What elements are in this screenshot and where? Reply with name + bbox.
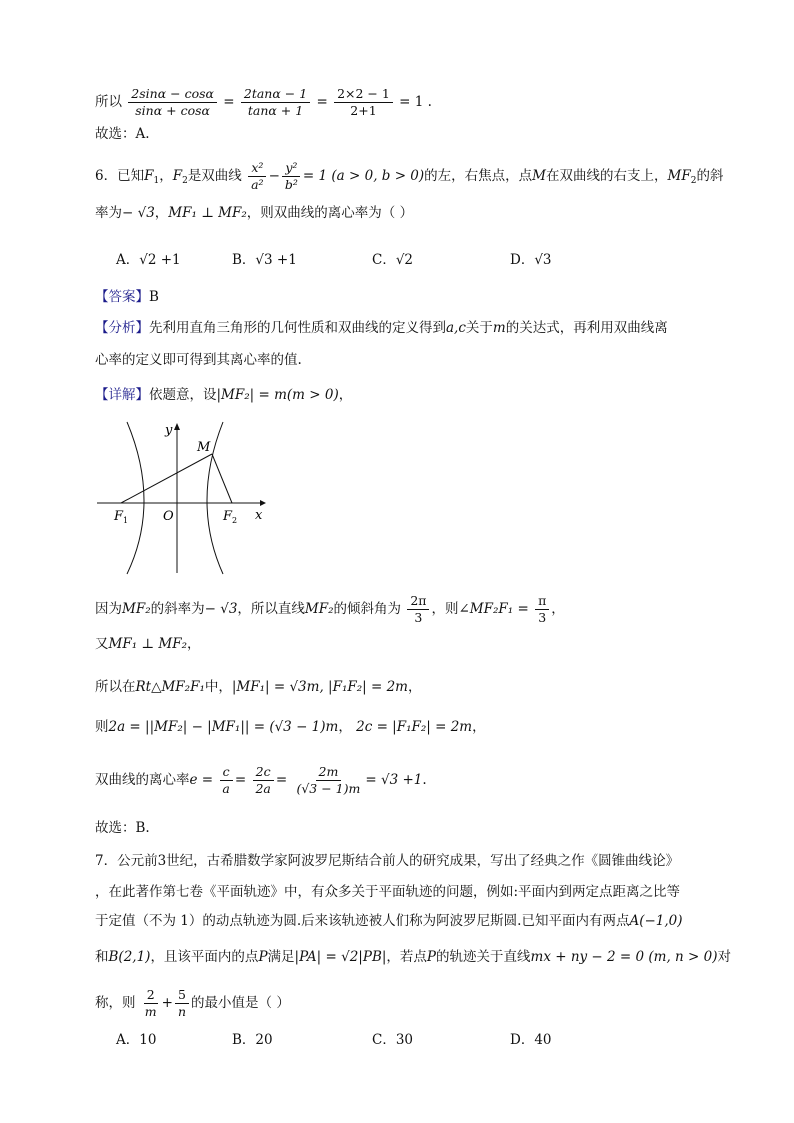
detail-line-1: 【详解】依题意，设|MF₂| = m(m > 0)， [95, 387, 353, 403]
solution-line-5: 双曲线的离心率e = $\frac{c}{a}$ = $\frac{2c}{2a}$ = $\frac{2m}{(√3 - 1)m}$ = √3 +1. [95, 764, 427, 796]
q7-line-4: 和B(2,1)，且该平面内的点P满足|PA| = √2|PB|，若点P的轨迹关于直线mx + ny − 2 = 0 (m, n > 0)对 [95, 949, 731, 965]
answer-line [95, 287, 159, 307]
q6-option-a: A．√2 +1 [116, 252, 181, 268]
detail-tag: 【详解】 [95, 387, 149, 403]
line-mf1 [121, 454, 212, 503]
q6-option-b: B．√3 +1 [232, 252, 297, 268]
y-axis-arrow [174, 423, 180, 430]
analysis-line-2: 心率的定义即可得到其离心率的值. [95, 352, 302, 368]
fraction-3: $\frac{2\times 2 - 1}{2+1}$ [334, 86, 393, 119]
q7-line-5: 称，则 $\frac{2}{m}$ + $\frac{5}{n}$ 的最小值是（ ） [95, 987, 290, 1019]
hyperbola-x-term: $\frac{\text{x²}}{\text{a²}}$ [248, 160, 266, 193]
origin-label: O [163, 509, 174, 524]
solution-line-4: 则2a = ||MF₂| − |MF₁|| = (√3 − 1)m， 2c = |F₁F₂| = 2m， [95, 719, 486, 735]
q6-line-1: 6．已知$F_1$，$F_2$是双曲线 $\frac{\text{x²}}{\text{a²}}$ − $\frac{\text{y²}}{\text{b²}}$ = 1 (a > 0, b > 0)的左，右焦点，点M在双曲线的右支上，$MF_2$的斜 [95, 160, 724, 192]
hyperbola-y-term: $\frac{\text{y²}}{\text{b²}}$ [282, 160, 301, 193]
angle-fraction: $\frac{2\pi}{3}$ [407, 593, 429, 626]
q7-fraction-1: $\frac{2}{m}$ [144, 987, 157, 1019]
choose-line-5: 故选：A. [95, 126, 150, 142]
q7-option-a: A．10 [116, 1032, 157, 1048]
q7-option-b: B．20 [232, 1032, 273, 1048]
y-label: y [165, 423, 173, 438]
ecc-fraction-2: $\frac{2c}{2a}$ [252, 764, 273, 797]
f1-label: $F_1$ [114, 509, 129, 525]
solution-line-1: 因为MF₂的斜率为− √3，所以直线MF₂的倾斜角为 $\frac{2\pi}{3}$ ，则∠MF₂F₁ = $\frac{\pi}{3}$ ， [95, 593, 565, 625]
q6-option-c: C．√2 [372, 252, 414, 268]
q7-option-d: D．40 [510, 1032, 552, 1048]
q6-line-2: 率为− √3，MF₁ ⊥ MF₂，则双曲线的离心率为（ ） [95, 205, 414, 221]
analysis-line-1: 【分析】先利用直角三角形的几何性质和双曲线的定义得到a,c关于m的关达式，再利用双曲线离 [95, 320, 668, 336]
solution-line-2: 又MF₁ ⊥ MF₂， [95, 636, 201, 652]
q6-option-d: D．√3 [510, 252, 552, 268]
equation-line: 所以 $\frac{2\sin\alpha - \cos\alpha}{\sin\alpha + \cos\alpha}$ = $\frac{2\tan\alpha - 1}{\tan\alpha + 1}$ = $\frac{2\times 2 - 1}{2+1}$ = 1 . [95, 86, 432, 118]
fraction-2: $\frac{2\tan\alpha - 1}{\tan\alpha + 1}$ [241, 86, 310, 119]
text-prefix: 所以 [95, 94, 122, 110]
f2-label: $F_2$ [223, 509, 238, 525]
answer-tag: 【答案】 [95, 289, 149, 305]
analysis-tag: 【分析】 [95, 320, 149, 336]
q7-fraction-2: $\frac{5}{n}$ [175, 987, 189, 1020]
point-m-label: M [197, 440, 211, 455]
q7-line-2: ，在此著作第七卷《平面轨迹》中，有众多关于平面轨迹的问题，例如:平面内到两定点距离之比等 [95, 884, 681, 900]
ecc-fraction-3: $\frac{2m}{(√3 - 1)m}$ [296, 764, 361, 796]
q7-option-c: C．30 [372, 1032, 414, 1048]
q7-line-3: 于定值（不为 1）的动点轨迹为圆.后来该轨迹被人们称为阿波罗尼斯圆.已知平面内有两点A(−1,0) [95, 913, 683, 929]
fraction-1: $\frac{2\sin\alpha - \cos\alpha}{\sin\alpha + \cos\alpha}$ [128, 86, 217, 119]
hyperbola-figure [95, 418, 275, 578]
x-label: x [255, 508, 263, 523]
line-mf2 [212, 454, 232, 503]
solution-line-3: 所以在Rt△MF₂F₁中，|MF₁| = √3m, |F₁F₂| = 2m， [95, 679, 422, 695]
ecc-fraction-1: $\frac{c}{a}$ [219, 764, 232, 797]
choose-line-6: 故选：B. [95, 820, 150, 836]
answer-value: B [149, 289, 159, 305]
q7-line-1: 7．公元前3世纪，古希腊数学家阿波罗尼斯结合前人的研究成果，写出了经典之作《圆锥曲线论》 [95, 853, 680, 869]
angle-fraction-2: $\frac{\pi}{3}$ [535, 593, 549, 626]
x-axis-arrow [260, 500, 266, 506]
